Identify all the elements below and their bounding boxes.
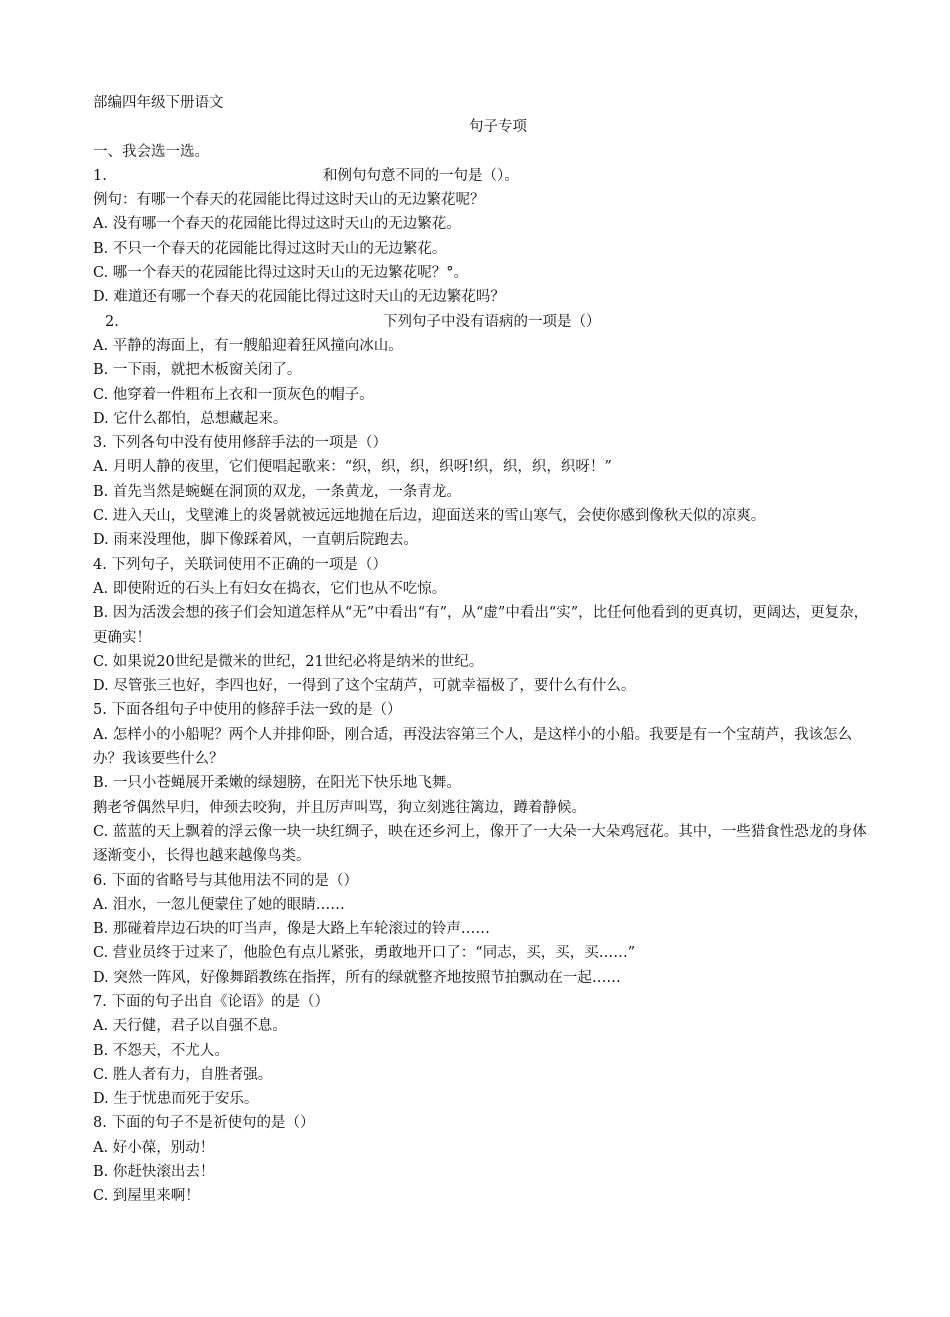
option-4a: A. 即使附近的石头上有妇女在捣衣，它们也从不吃惊。 [93,580,447,597]
option-3c: C. 进入天山，戈壁滩上的炎暑就被远远地抛在后边，迎面送来的雪山寒气，会使你感到像秋天似的凉爽。 [93,508,766,525]
option-2b: B. 一下雨，就把木板窗关闭了。 [93,362,302,379]
question-2-stem [93,310,873,334]
option-7b: B. 不怨天，不尤人。 [93,1042,229,1059]
question-4-stem: 4. 下列句子，关联词使用不正确的一项是（） [93,556,387,573]
question-3-stem: 3. 下列各句中没有使用修辞手法的一项是（） [93,435,387,452]
option-2c: C. 他穿着一件粗布上衣和一顶灰色的帽子。 [93,386,374,403]
option-1d: D. 难道还有哪一个春天的花园能比得过这时天山的无边繁花吗？ [93,289,505,306]
question-1-example: 例句：有哪一个春天的花园能比得过这时天山的无边繁花呢？ [93,192,485,209]
question-8-stem: 8. 下面的句子不是祈使句的是（） [93,1115,315,1132]
option-6a: A. 泪水，一忽儿便蒙住了她的眼睛…… [93,896,345,913]
option-7d: D. 生于忧患而死于安乐。 [93,1091,259,1108]
question-1-number: 1. [93,167,107,184]
option-3d: D. 雨来没理他，脚下像踩着风，一直朝后院跑去。 [93,532,418,549]
document-title: 句子专项 [469,119,527,136]
option-2d: D. 它什么都怕，总想藏起来。 [93,410,288,427]
option-5a: A. 怎样小的小船呢？两个人并排仰卧，刚合适，再没法容第三个人，是这样小的小船。我要是有一个宝葫芦，我该怎么办？我该要些什么？ [93,726,853,768]
option-4b: B. 因为活泼会想的孩子们会知道怎样从“无”中看出“有”，从“虚”中看出“实”，比任何他看到的更真切，更阔达，更复杂，更确实！ [93,605,869,646]
option-2a: A. 平静的海面上，有一艘船迎着狂风撞向冰山。 [93,337,403,354]
question-7-stem: 7. 下面的句子出自《论语》的是（） [93,993,329,1010]
section-heading: 一、我会选一选。 [93,143,209,160]
option-6b: B. 那碰着岸边石块的叮当声，像是大路上车轮滚过的铃声…… [93,921,490,938]
option-3a: A. 月明人静的夜里，它们便唱起歌来：“织，织，织，织呀!织，织，织，织呀！” [93,459,612,476]
option-8b: B. 你赶快滚出去！ [93,1164,215,1181]
option-5b-continued: 鹅老爷偶然早归，伸颈去咬狗，并且厉声叫骂，狗立刻逃往篱边，蹲着静候。 [93,799,586,816]
option-6d: D. 突然一阵风，好像舞蹈教练在指挥，所有的绿就整齐地按照节拍飘动在一起…… [93,969,621,986]
option-3b: B. 首先当然是蜿蜒在洞顶的双龙，一条黄龙，一条青龙。 [93,483,461,500]
question-5-stem: 5. 下面各组句子中使用的修辞手法一致的是（） [93,702,402,719]
question-2-text: 下列句子中没有语病的一项是（） [383,313,601,330]
option-6c: C. 营业员终于过来了，他脸色有点儿紧张，勇敢地开口了：“同志，买，买，买……” [93,945,636,962]
option-1b: B. 不只一个春天的花园能比得过这时天山的无边繁花。 [93,240,447,257]
document-page [93,91,873,1209]
course-header: 部编四年级下册语文 [93,95,224,111]
option-7c: C. 胜人者有力，自胜者强。 [93,1066,273,1083]
question-6-stem: 6. 下面的省略号与其他用法不同的是（） [93,872,358,889]
option-7a: A. 天行健，君子以自强不息。 [93,1018,287,1035]
option-4d: D. 尽管张三也好，李四也好，一得到了这个宝葫芦，可就幸福极了，要什么有什么。 [93,678,636,695]
question-1-text: 和例句句意不同的一句是（）。 [323,167,519,184]
question-2-number: 2. [105,313,119,330]
option-8c: C. 到屋里来啊！ [93,1188,200,1205]
option-5b: B. 一只小苍蝇展开柔嫩的绿翅膀，在阳光下快乐地飞舞。 [93,775,461,792]
option-1c: C. 哪一个春天的花园能比得过这时天山的无边繁花呢？°。 [93,265,469,282]
question-1-stem [93,164,873,188]
option-8a: A. 好小葆，别动！ [93,1139,215,1156]
option-4c: C. 如果说20世纪是微米的世纪，21世纪必将是纳米的世纪。 [93,653,484,670]
option-5c: C. 蓝蓝的天上飘着的浮云像一块一块红绸子，映在还乡河上，像开了一大朵一大朵鸡冠花。其中，一些猎食性恐龙的身体逐渐变小，长得也越来越像鸟类。 [93,823,867,865]
option-1a: A. 没有哪一个春天的花园能比得过这时天山的无边繁花。 [93,216,461,233]
